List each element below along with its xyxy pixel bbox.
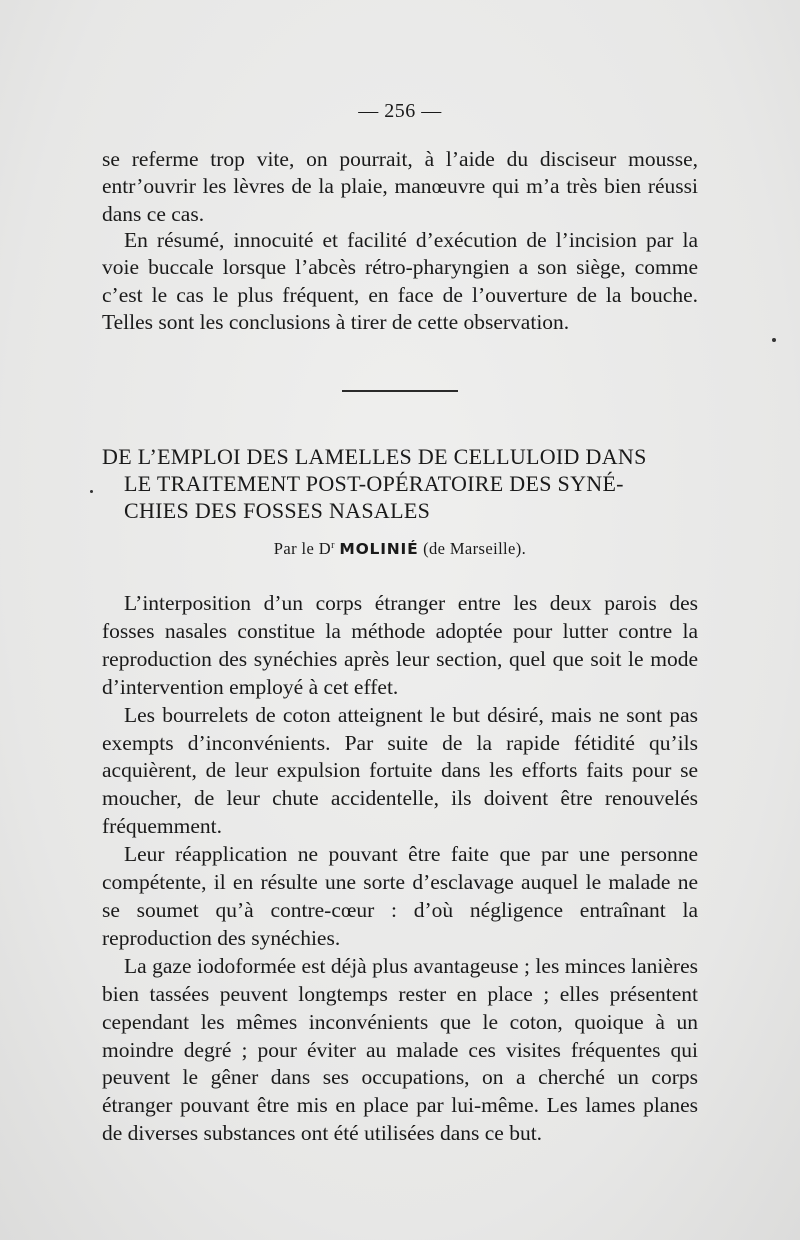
paragraph: L’interposition d’un corps étranger entre les deux parois des fosses nasales constitue la méthode adoptée pour lutter contre la reproduction des synéchies après leur section, quel que soit le mode d’intervention employé à cet effet. — [102, 591, 698, 699]
author-affiliation: (de Marseille). — [423, 539, 527, 558]
article-byline — [0, 539, 800, 559]
paper-speck — [90, 490, 93, 493]
article-body — [102, 590, 698, 1148]
paragraph: La gaze iodoformée est déjà plus avantageuse ; les minces lanières bien tassées peuvent longtemps rester en place ; elles présentent cependant les mêmes inconvénients que le coton, quoique à un moindre degré ; pour éviter au malade ces visites fréquentes qui peuvent le gêner dans ses occupations, on a cherché un corps étranger pouvant être mis en place par lui-même. Les lames planes de diverses substances ont été utilisées dans ce but. — [102, 953, 698, 1146]
paper-speck — [772, 338, 776, 342]
article-title — [102, 443, 698, 524]
byline-title-sup: r — [331, 540, 335, 551]
author-name: MOLINIÉ — [339, 540, 419, 558]
paragraph: Leur réapplication ne pouvant être faite que par une personne compétente, il en résulte une sorte d’esclavage auquel le malade ne se soumet qu’à contre-cœur : d’où négligence entraînant la reproduction des synéchies. — [102, 842, 698, 950]
byline-prefix: Par le D — [273, 539, 332, 558]
article-title-line: DE L’EMPLOI DES LAMELLES DE CELLULOID DANS — [102, 444, 647, 469]
continuation-text — [102, 146, 698, 228]
summary-text — [102, 227, 698, 337]
paragraph: En résumé, innocuité et facilité d’exécution de l’incision par la voie buccale lorsque l’abcès rétro-pharyngien a son siège, comme c’est le cas le plus fréquent, en face de l’ouverture de la bouche. Telles sont les conclusions à tirer de cette observation. — [102, 228, 698, 335]
article-title-line: LE TRAITEMENT POST-OPÉRATOIRE DES SYNÉ- — [124, 471, 624, 496]
paragraph: se referme trop vite, on pourrait, à l’aide du disciseur mousse, entr’ouvrir les lèvres de la plaie, manœuvre qui m’a très bien réussi dans ce cas. — [102, 147, 698, 226]
page-number: — 256 — — [358, 100, 442, 122]
paragraph: Les bourrelets de coton atteignent le but désiré, mais ne sont pas exempts d’inconvénients. Par suite de la rapide fétidité qu’ils acquièrent, de leur expulsion fortuite dans les efforts faits pour se moucher, de leur chute accidentelle, ils doivent être renouvelés fréquemment. — [102, 702, 698, 839]
section-separator — [342, 390, 458, 392]
article-title-line: CHIES DES FOSSES NASALES — [124, 498, 431, 523]
